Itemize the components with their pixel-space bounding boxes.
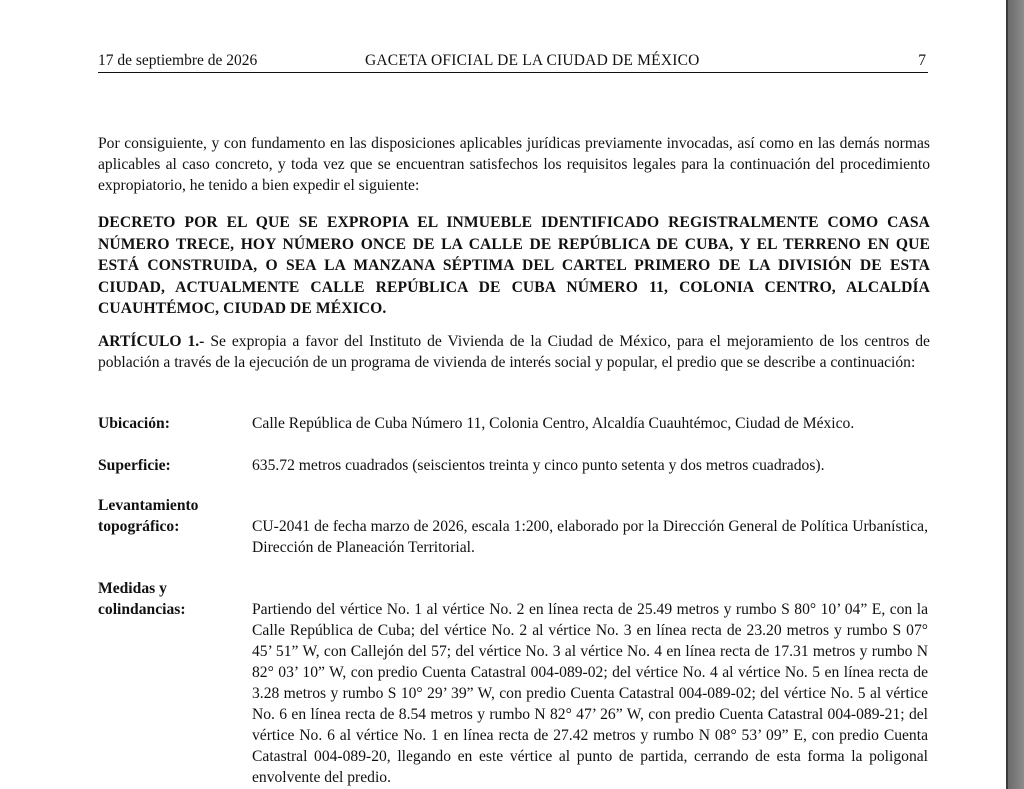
header-page-number: 7 xyxy=(918,52,926,69)
ubicacion-value: Calle República de Cuba Número 11, Colonia Centro, Alcaldía Cuauhtémoc, Ciudad de México. xyxy=(252,415,855,432)
decree-title: DECRETO POR EL QUE SE EXPROPIA EL INMUEBLE IDENTIFICADO REGISTRALMENTE COMO CASA NÚMERO TRECE, HOY NÚMERO ONCE DE LA CALLE DE REPÚBLICA DE CUBA, Y EL TERRENO EN QUE ESTÁ CONSTRUIDA, O SEA LA MANZANA SÉPTIMA DEL CARTEL PRIMERO DE LA DIVISIÓN DE ESTA CIUDAD, ACTUALMENTE CALLE REPÚBLICA DE CUBA NÚMERO 11, COLONIA CENTRO, ALCALDÍA CUAUHTÉMOC, CIUDAD DE MÉXICO. xyxy=(98,214,930,317)
levantamiento-label: Levantamiento topográfico: xyxy=(98,497,199,535)
viewer-scrollbar-edge[interactable] xyxy=(1006,0,1024,789)
article-1 xyxy=(98,331,930,373)
page-header xyxy=(98,52,928,73)
superficie-label: Superficie: xyxy=(98,457,171,474)
levantamiento-value: CU-2041 de fecha marzo de 2026, escala 1:200, elaborado por la Dirección General de Política Urbanística, Dirección de Planeación Territorial. xyxy=(252,518,928,556)
intro-paragraph: Por consiguiente, y con fundamento en las disposiciones aplicables jurídicas previamente invocadas, así como en las demás normas aplicables al caso concreto, y toda vez que se encuentran satisfechos los requisitos legales para la continuación del procedimiento expropiatorio, he tenido a bien expedir el siguiente: xyxy=(98,135,930,194)
superficie-value: 635.72 metros cuadrados (seiscientos treinta y cinco punto setenta y dos metros cuadrados). xyxy=(252,457,825,474)
article-heading: ARTÍCULO 1.- xyxy=(98,333,205,350)
medidas-label: Medidas y colindancias: xyxy=(98,580,186,618)
article-text: Se expropia a favor del Instituto de Vivienda de la Ciudad de México, para el mejoramiento de los centros de población a través de la ejecución de un programa de vivienda de interés social y popular, el predio que se describe a continuación: xyxy=(98,333,930,371)
ubicacion-label: Ubicación: xyxy=(98,415,170,432)
medidas-value: Partiendo del vértice No. 1 al vértice No. 2 en línea recta de 25.49 metros y rumbo S 80° 10’ 04” E, con la Calle República de Cuba; del vértice No. 2 al vértice No. 3 en línea recta de 23.20 metros y rumbo S 07° 45’ 51” W, con Callejón del 57; del vértice No. 3 al vértice No. 4 en línea recta de 17.31 metros y rumbo N 82° 03’ 10” W, con predio Cuenta Catastral 004-089-02; del vértice No. 4 al vértice No. 5 en línea recta de 3.28 metros y rumbo S 10° 29’ 39” W, con predio Cuenta Catastral 004-089-02; del vértice No. 5 al vértice No. 6 en línea recta de 8.54 metros y rumbo N 82° 47’ 26” W, con predio Cuenta Catastral 004-089-21; del vértice No. 6 al vértice No. 1 en línea recta de 27.42 metros y rumbo N 08° 53’ 09” E, con predio Cuenta Catastral 004-089-20, llegando en este vértice al punto de partida, cerrando de esta forma la poligonal envolvente del predio. xyxy=(252,601,928,786)
header-date: 17 de septiembre de 2026 xyxy=(98,52,258,69)
header-publication-title: GACETA OFICIAL DE LA CIUDAD DE MÉXICO xyxy=(365,52,700,69)
